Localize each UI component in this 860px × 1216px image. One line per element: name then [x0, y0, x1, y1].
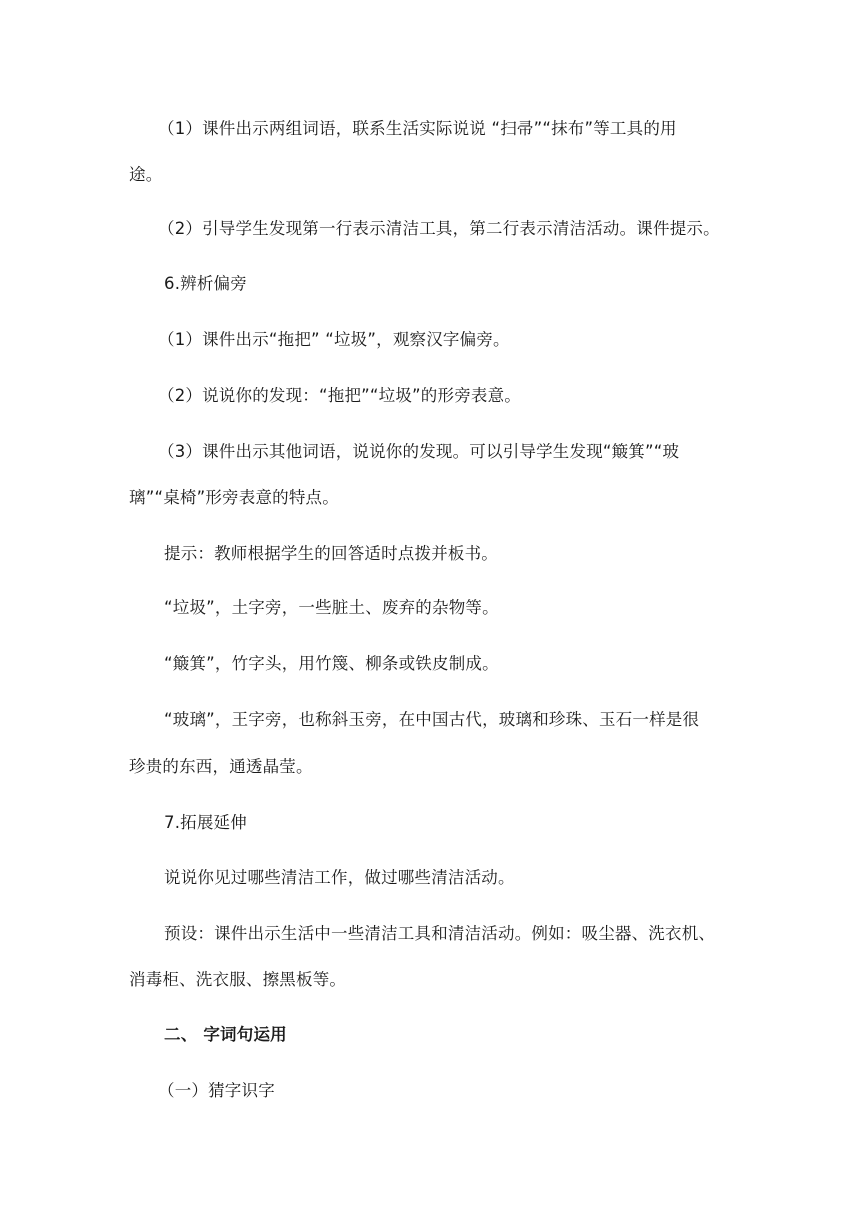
- subsection-heading: （一）猜字识字: [158, 1081, 275, 1100]
- paragraph-line: 说说你见过哪些清洁工作，做过哪些清洁活动。: [164, 868, 515, 887]
- chapter-heading: 二、 字词句运用: [164, 1025, 287, 1044]
- paragraph-line: 消毒柜、洗衣服、擦黑板等。: [129, 970, 347, 989]
- paragraph-line: 提示：教师根据学生的回答适时点拨并板书。: [164, 544, 498, 563]
- paragraph-line: “垃圾”，土字旁，一些脏土、废弃的杂物等。: [164, 598, 499, 617]
- paragraph-line: 预设：课件出示生活中一些清洁工具和清洁活动。例如：吸尘器、洗衣机、: [164, 924, 716, 943]
- paragraph-line: 璃”“桌椅”形旁表意的特点。: [129, 488, 339, 507]
- section-heading: 7.拓展延伸: [164, 813, 247, 832]
- paragraph-line: “玻璃”，王字旁，也称斜玉旁，在中国古代，玻璃和珍珠、玉石一样是很: [164, 710, 700, 729]
- paragraph-line: （2）引导学生发现第一行表示清洁工具，第二行表示清洁活动。课件提示。: [158, 219, 720, 238]
- paragraph-line: （3）课件出示其他词语，说说你的发现。可以引导学生发现“簸箕”“玻: [158, 442, 680, 461]
- paragraph-line: “簸箕”，竹字头，用竹篾、柳条或铁皮制成。: [164, 654, 499, 673]
- paragraph-line: （2）说说你的发现：“拖把”“垃圾”的形旁表意。: [158, 386, 521, 405]
- paragraph-line: 途。: [129, 165, 163, 184]
- paragraph-line: （1）课件出示“拖把” “垃圾”，观察汉字偏旁。: [158, 330, 510, 349]
- section-heading: 6.辨析偏旁: [164, 274, 247, 293]
- paragraph-line: 珍贵的东西，通透晶莹。: [129, 757, 313, 776]
- paragraph-line: （1）课件出示两组词语，联系生活实际说说 “扫帚”“抹布”等工具的用: [158, 119, 677, 138]
